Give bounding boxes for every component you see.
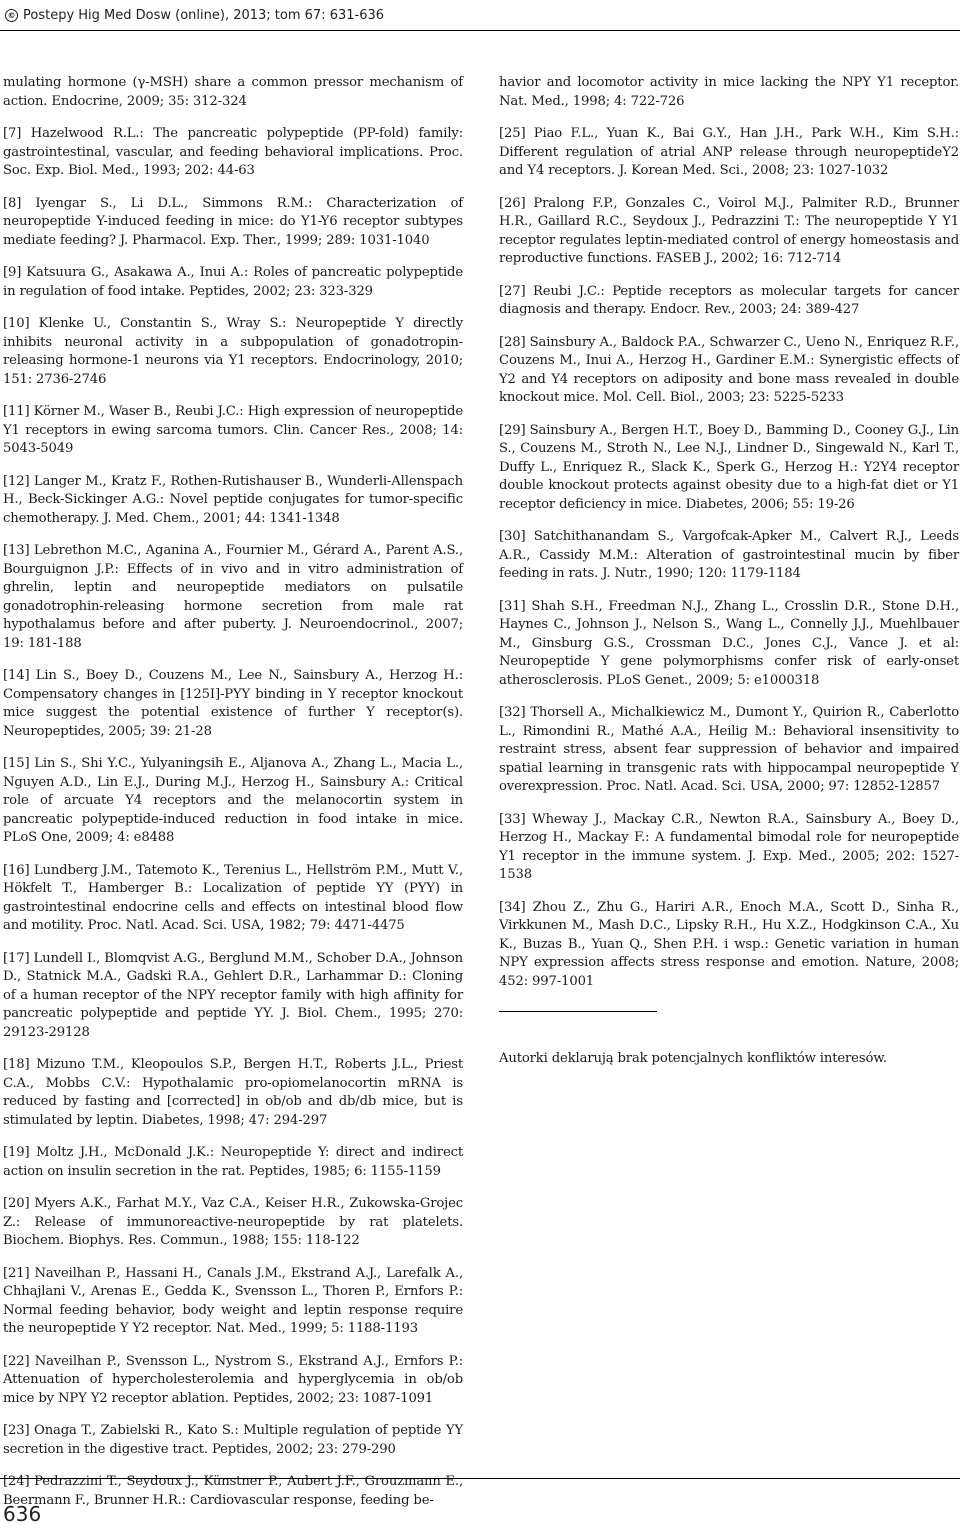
left-column — [3, 74, 463, 1524]
right-column — [499, 74, 959, 1082]
reference-19: [19] Moltz J.H., McDonald J.K.: Neuropeptide Y: direct and indirect action on insulin secretion in the rat. Peptides, 1985; 6: 1155-1159 — [3, 1145, 463, 1179]
reference-20: [20] Myers A.K., Farhat M.Y., Vaz C.A., Keiser H.R., Zukowska-Grojec Z.: Release of immunoreactive-neuropeptide by rat platelets. Biochem. Biophys. Res. Commun., 1988; 155: 118-122 — [3, 1196, 463, 1248]
reference-21: [21] Naveilhan P., Hassani H., Canals J.M., Ekstrand A.J., Larefalk A., Chhajlani V., Arenas E., Gedda K., Svensson L., Thoren P., Ernfors P.: Normal feeding behavior, body weight and leptin response require the neuropeptide Y Y2 receptor. Nat. Med., 1999; 5: 1188-1193 — [3, 1265, 463, 1336]
reference-30: [30] Satchithanandam S., Vargofcak-Apker M., Calvert R.J., Leeds A.R., Cassidy M.M.: Alteration of gastrointestinal mucin by fiber feeding in rats. J. Nutr., 1990; 120: 1179-1184 — [499, 529, 959, 581]
copyright-mark-icon: © — [5, 9, 18, 22]
reference-14: [14] Lin S., Boey D., Couzens M., Lee N., Sainsbury A., Herzog H.: Compensatory changes in [125I]-PYY binding in Y receptor knockout mice suggest the potential existence of further Y receptor(s). Neuropeptides, 2005; 39: 21-28 — [3, 668, 463, 739]
header-rule — [0, 30, 960, 31]
reference-22: [22] Naveilhan P., Svensson L., Nystrom S., Ekstrand A.J., Ernfors P.: Attenuation of hypercholesterolemia and hyperglycemia in ob/ob mice by NPY Y2 receptor ablation. Peptides, 2002; 23: 1087-1091 — [3, 1353, 463, 1406]
reference-7: [7] Hazelwood R.L.: The pancreatic polypeptide (PP-fold) family: gastrointestinal, vascular, and feeding behavioral implications. Proc. Soc. Exp. Biol. Med., 1993; 202: 44-63 — [3, 126, 463, 178]
reference-10: [10] Klenke U., Constantin S., Wray S.: Neuropeptide Y directly inhibits neuronal activity in a subpopulation of gonadotropin-releasing hormone-1 neurons via Y1 receptors. Endocrinology, 2010; 151: 2736-2746 — [3, 316, 463, 387]
reference-23: [23] Onaga T., Zabielski R., Kato S.: Multiple regulation of peptide YY secretion in the digestive tract. Peptides, 2002; 23: 279-290 — [3, 1423, 463, 1457]
reference-31: [31] Shah S.H., Freedman N.J., Zhang L., Crosslin D.R., Stone D.H., Haynes C., Johnson J., Nelson S., Wang L., Connelly J.J., Muehlbauer M., Ginsburg G.S., Crossman D.C., Jones C.J., Vance J. et al: Neuropeptide Y gene polymorphisms confer risk of early-onset atherosclerosis. PLoS Genet., 2009; 5: e1000318 — [499, 598, 959, 688]
reference-13: [13] Lebrethon M.C., Aganina A., Fournier M., Gérard A., Parent A.S., Bourguignon J.P.: Effects of in vivo and in vitro administration of ghrelin, leptin and neuropeptide mediators on pulsatile gonadotrophin-releasing hormone secretion from male rat hypothalamus before and after puberty. J. Neuroendocrinol., 2007; 19: 181-188 — [3, 543, 463, 651]
reference-28: [28] Sainsbury A., Baldock P.A., Schwarzer C., Ueno N., Enriquez R.F., Couzens M., Inui A., Herzog H., Gardiner E.M.: Synergistic effects of Y2 and Y4 receptors on adiposity and bone mass revealed in double knockout mice. Mol. Cell. Biol., 2003; 23: 5225-5233 — [499, 334, 959, 405]
reference-33: [33] Wheway J., Mackay C.R., Newton R.A., Sainsbury A., Boey D., Herzog H., Mackay F.: A fundamental bimodal role for neuropeptide Y1 receptor in the immune system. J. Exp. Med., 2005; 202: 1527-1538 — [499, 811, 959, 882]
footer-rule — [0, 1478, 960, 1479]
reference-27: [27] Reubi J.C.: Peptide receptors as molecular targets for cancer diagnosis and therapy. Endocr. Rev., 2003; 24: 389-427 — [499, 283, 959, 317]
reference-17: [17] Lundell I., Blomqvist A.G., Berglund M.M., Schober D.A., Johnson D., Statnick M.A., Gadski R.A., Gehlert D.R., Larhammar D.: Cloning of a human receptor of the NPY receptor family with high affinity for pancreatic polypeptide and peptide YY. J. Biol. Chem., 1995; 270: 29123-29128 — [3, 950, 463, 1040]
reference-6-continued: mulating hormone (γ-MSH) share a common pressor mechanism of action. Endocrine, 2009; 35: 312-324 — [3, 75, 463, 109]
reference-24-continued: havior and locomotor activity in mice lacking the NPY Y1 receptor. Nat. Med., 1998; 4: 722-726 — [499, 75, 959, 109]
reference-18: [18] Mizuno T.M., Kleopoulos S.P., Bergen H.T., Roberts J.L., Priest C.A., Mobbs C.V.: Hypothalamic pro-opiomelanocortin mRNA is reduced by fasting and [corrected] in ob/ob and db/db mice, but is stimulated by leptin. Diabetes, 1998; 47: 294-297 — [3, 1057, 463, 1128]
reference-25: [25] Piao F.L., Yuan K., Bai G.Y., Han J.H., Park W.H., Kim S.H.: Different regulation of atrial ANP release through neuropeptideY2 and Y4 receptors. J. Korean Med. Sci., 2008; 23: 1027-1032 — [499, 126, 959, 178]
reference-8: [8] Iyengar S., Li D.L., Simmons R.M.: Characterization of neuropeptide Y-induced feeding in mice: do Y1-Y6 receptor subtypes mediate feeding? J. Pharmacol. Exp. Ther., 1999; 289: 1031-1040 — [3, 195, 463, 248]
reference-15: [15] Lin S., Shi Y.C., Yulyaningsih E., Aljanova A., Zhang L., Macia L., Nguyen A.D., Lin E.J., During M.J., Herzog H., Sainsbury A.: Critical role of arcuate Y4 receptors and the melanocortin system in pancreatic polypeptide-induced reduction in food intake in mice. PLoS One, 2009; 4: e8488 — [3, 756, 463, 845]
reference-34: [34] Zhou Z., Zhu G., Hariri A.R., Enoch M.A., Scott D., Sinha R., Virkkunen M., Mash D.C., Lipsky R.H., Hu X.Z., Hodgkinson C.A., Xu K., Buzas B., Yuan Q., Shen P.H. i wsp.: Genetic variation in human NPY expression affects stress response and emotion. Nature, 2008; 452: 997-1001 — [499, 899, 959, 989]
reference-12: [12] Langer M., Kratz F., Rothen-Rutishauser B., Wunderli-Allenspach H., Beck-Sickinger A.G.: Novel peptide conjugates for tumor-specific chemotherapy. J. Med. Chem., 2001; 44: 1341-1348 — [3, 473, 463, 526]
reference-16: [16] Lundberg J.M., Tatemoto K., Terenius L., Hellström P.M., Mutt V., Hökfelt T., Hamberger B.: Localization of peptide YY (PYY) in gastrointestinal endocrine cells and effects on intestinal blood flow and motility. Proc. Natl. Acad. Sci. USA, 1982; 79: 4471-4475 — [3, 862, 463, 933]
reference-9: [9] Katsuura G., Asakawa A., Inui A.: Roles of pancreatic polypeptide in regulation of food intake. Peptides, 2002; 23: 323-329 — [3, 265, 463, 299]
conflict-of-interest-note: Autorki deklarują brak potencjalnych konfliktów interesów. — [499, 1051, 887, 1066]
page-number: 636 — [3, 1502, 42, 1526]
running-header — [0, 0, 960, 30]
reference-26: [26] Pralong F.P., Gonzales C., Voirol M.J., Palmiter R.D., Brunner H.R., Gaillard R.C., Seydoux J., Pedrazzini T.: The neuropeptide Y Y1 receptor regulates leptin-mediated control of energy homeostasis and reproductive functions. FASEB J., 2002; 16: 712-714 — [499, 195, 959, 266]
header-citation: Postepy Hig Med Dosw (online), 2013; tom 67: 631-636 — [23, 7, 385, 23]
separator-rule — [499, 1011, 657, 1012]
reference-29: [29] Sainsbury A., Bergen H.T., Boey D., Bamming D., Cooney G.J., Lin S., Couzens M., Stroth N., Lee N.J., Lindner D., Singewald N., Karl T., Duffy L., Enriquez R., Slack K., Sperk G., Herzog H.: Y2Y4 receptor double knockout protects against obesity due to a high-fat diet or Y1 receptor deficiency in mice. Diabetes, 2006; 55: 19-26 — [499, 422, 959, 512]
reference-11: [11] Körner M., Waser B., Reubi J.C.: High expression of neuropeptide Y1 receptors in ewing sarcoma tumors. Clin. Cancer Res., 2008; 14: 5043-5049 — [3, 404, 463, 456]
reference-24: [24] Pedrazzini T., Seydoux J., Künstner P., Aubert J.F., Grouzmann E., Beermann F., Brunner H.R.: Cardiovascular response, feeding be- — [3, 1474, 463, 1508]
reference-32: [32] Thorsell A., Michalkiewicz M., Dumont Y., Quirion R., Caberlotto L., Rimondini R., Mathé A.A., Heilig M.: Behavioral insensitivity to restraint stress, absent fear suppression of behavior and impaired spatial learning in transgenic rats with hippocampal neuropeptide Y overexpression. Proc. Natl. Acad. Sci. USA, 2000; 97: 12852-12857 — [499, 705, 959, 794]
